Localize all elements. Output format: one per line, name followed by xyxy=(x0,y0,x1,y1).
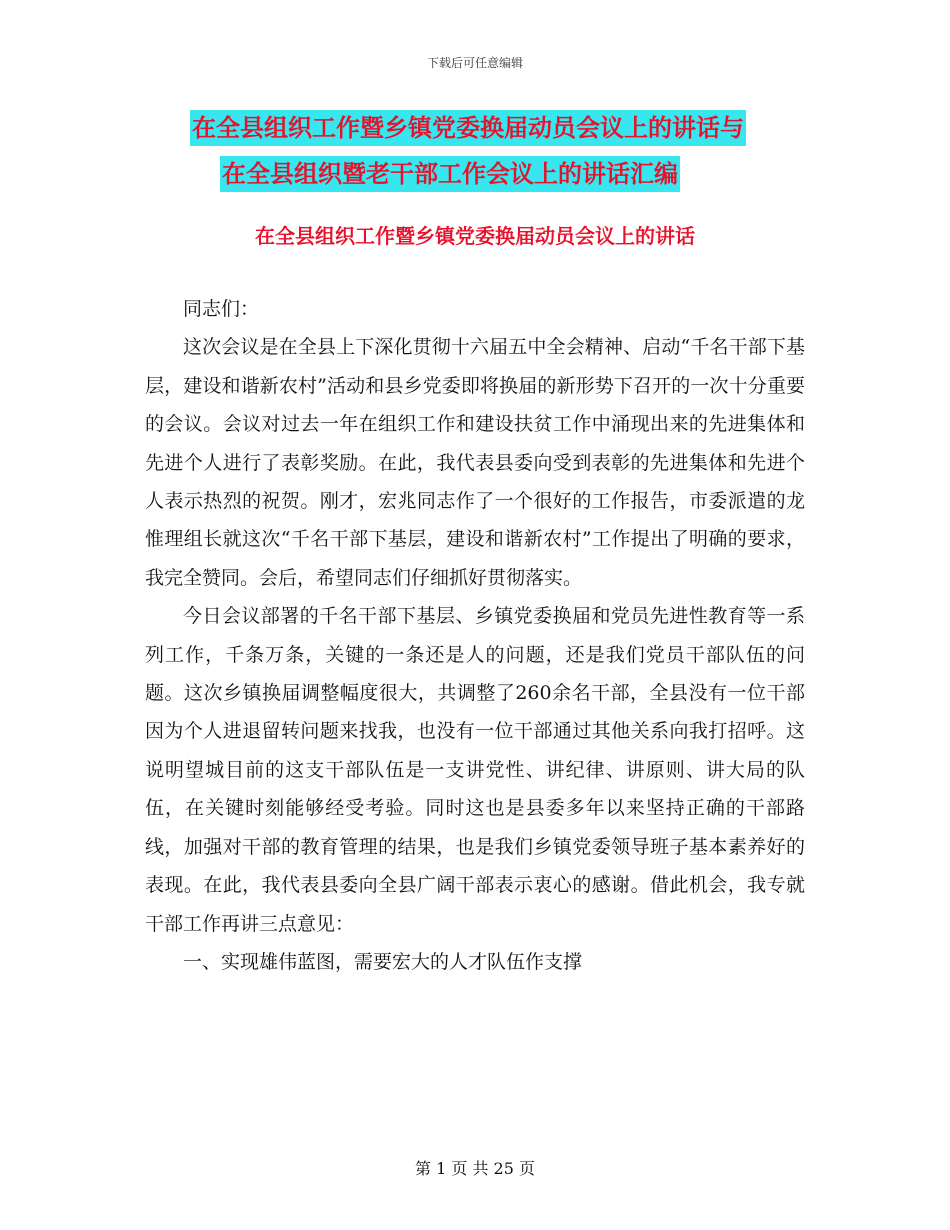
paragraph-1: 这次会议是在全县上下深化贯彻十六届五中全会精神、启动“千名干部下基层，建设和谐新农村”活动和县乡党委即将换届的新形势下召开的一次十分重要的会议。会议对过去一年在组织工作和建设扶贫工作中涌现出来的先进集体和先进个人进行了表彰奖励。在此，我代表县委向受到表彰的先进集体和先进个人表示热烈的祝贺。刚才，宏兆同志作了一个很好的工作报告，市委派遣的龙惟理组长就这次“千名干部下基层，建设和谐新农村”工作提出了明确的要求，我完全赞同。会后，希望同志们仔细抓好贯彻落实。 xyxy=(145,336,805,589)
greeting-paragraph: 同志们： xyxy=(183,298,260,320)
paragraph-2: 今日会议部署的千名干部下基层、乡镇党委换届和党员先进性教育等一系列工作，千条万条，关键的一条还是人的问题，还是我们党员干部队伍的问题。这次乡镇换届调整幅度很大，共调整了260余名干部，全县没有一位干部因为个人进退留转问题来找我，也没有一位干部通过其他关系向我打招呼。这说明望城目前的这支干部队伍是一支讲党性、讲纪律、讲原则、讲大局的队伍，在关键时刻能够经受考验。同时这也是县委多年以来坚持正确的干部路线，加强对干部的教育管理的结果，也是我们乡镇党委领导班子基本素养好的表现。在此，我代表县委向全县广阔干部表示衷心的感谢。借此机会，我专就干部工作再讲三点意见： xyxy=(145,605,805,935)
title-line-1: 在全县组织工作暨乡镇党委换届动员会议上的讲话与 xyxy=(190,110,746,146)
header-note: 下载后可任意编辑 xyxy=(426,56,523,70)
page-number: 第 1 页 共 25 页 xyxy=(415,1159,535,1178)
title-line-2: 在全县组织暨老干部工作会议上的讲话汇编 xyxy=(220,156,680,192)
heading-point-1: 一、实现雄伟蓝图，需要宏大的人才队伍作支撑 xyxy=(183,950,583,973)
section-title: 在全县组织工作暨乡镇党委换届动员会议上的讲话 xyxy=(255,224,695,248)
speech-body xyxy=(145,290,805,981)
